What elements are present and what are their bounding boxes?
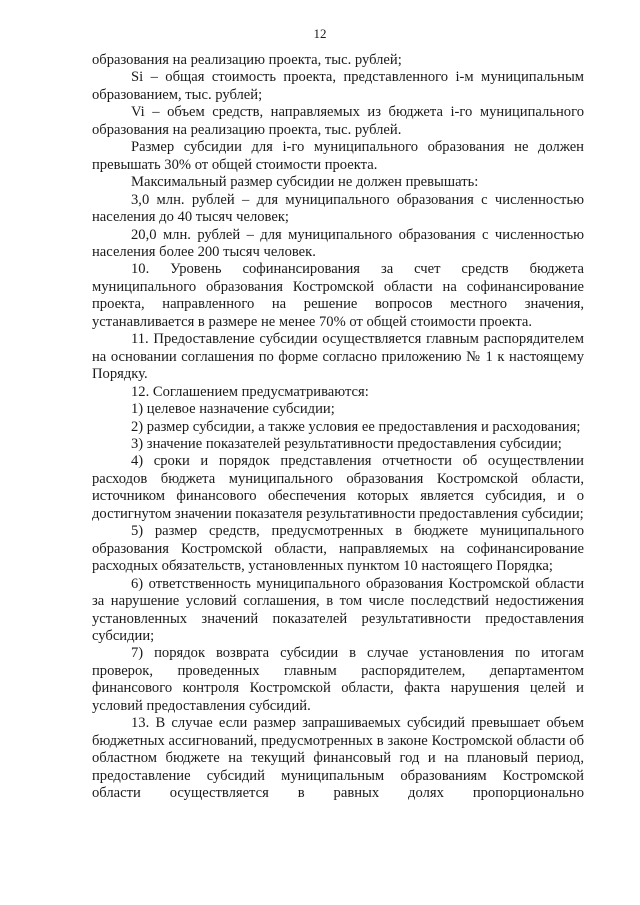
paragraph: 1) целевое назначение субсидии;	[131, 401, 335, 418]
paragraph: 4) сроки и порядок представления отчетности об осуществлении расходов бюджета муниципального образования Костромской области, источником финансового обеспечения которых является субсидия, и о достигнутом значении показателя результативности предоставления субсидии;	[92, 453, 584, 522]
page-number: 12	[313, 26, 327, 41]
paragraph: 2) размер субсидии, а также условия ее предоставления и расходования;	[131, 418, 581, 435]
paragraph: 3,0 млн. рублей – для муниципального образования с численностью населения до 40 тысяч человек;	[92, 191, 584, 226]
paragraph: 11. Предоставление субсидии осуществляется главным распорядителем на основании соглашения по форме согласно приложению № 1 к настоящему Порядку.	[92, 331, 584, 383]
paragraph: 10. Уровень софинансирования за счет средств бюджета муниципального образования Костромской области на софинансирование проекта, направленного на решение вопросов местного значения, устанавливается в размере не менее 70% от общей стоимости проекта.	[92, 261, 584, 330]
paragraph: 6) ответственность муниципального образования Костромской области за нарушение условий соглашения, в том числе последствий недостижения установленных значений показателей результативности предоставления субсидии;	[92, 575, 584, 644]
paragraph: Максимальный размер субсидии не должен превышать:	[131, 174, 479, 191]
paragraph: Vi – объем средств, направляемых из бюджета i-го муниципального образования на реализацию проекта, тыс. рублей.	[92, 104, 584, 138]
paragraph: 5) размер средств, предусмотренных в бюджете муниципального образования Костромской области, направляемых на софинансирование расходных обязательств, установленных пунктом 10 настоящего Порядка;	[92, 523, 584, 575]
paragraph: образования на реализацию проекта, тыс. рублей;	[92, 52, 402, 68]
document-body	[92, 52, 584, 802]
paragraph: Si – общая стоимость проекта, представленного i-м муниципальным образованием, тыс. рублей;	[92, 69, 584, 103]
paragraph: 13. В случае если размер запрашиваемых субсидий превышает объем бюджетных ассигнований, предусмотренных в законе Костромской области об областном бюджете на текущий финансовый год и на плановый период, предоставление субсидий муниципальным образованиям Костромской области осуществляется в равных долях пропорционально	[92, 715, 584, 802]
paragraph: 20,0 млн. рублей – для муниципального образования с численностью населения более 200 тысяч человек.	[92, 226, 584, 260]
paragraph: Размер субсидии для i-го муниципального образования не должен превышать 30% от общей стоимости проекта.	[92, 139, 584, 173]
paragraph: 7) порядок возврата субсидии в случае установления по итогам проверок, проведенных главным распорядителем, департаментом финансового контроля Костромской области, факта нарушения целей и условий предоставления субсидий.	[92, 645, 584, 714]
paragraph: 3) значение показателей результативности предоставления субсидии;	[131, 435, 562, 452]
paragraph: 12. Соглашением предусматриваются:	[131, 383, 369, 400]
